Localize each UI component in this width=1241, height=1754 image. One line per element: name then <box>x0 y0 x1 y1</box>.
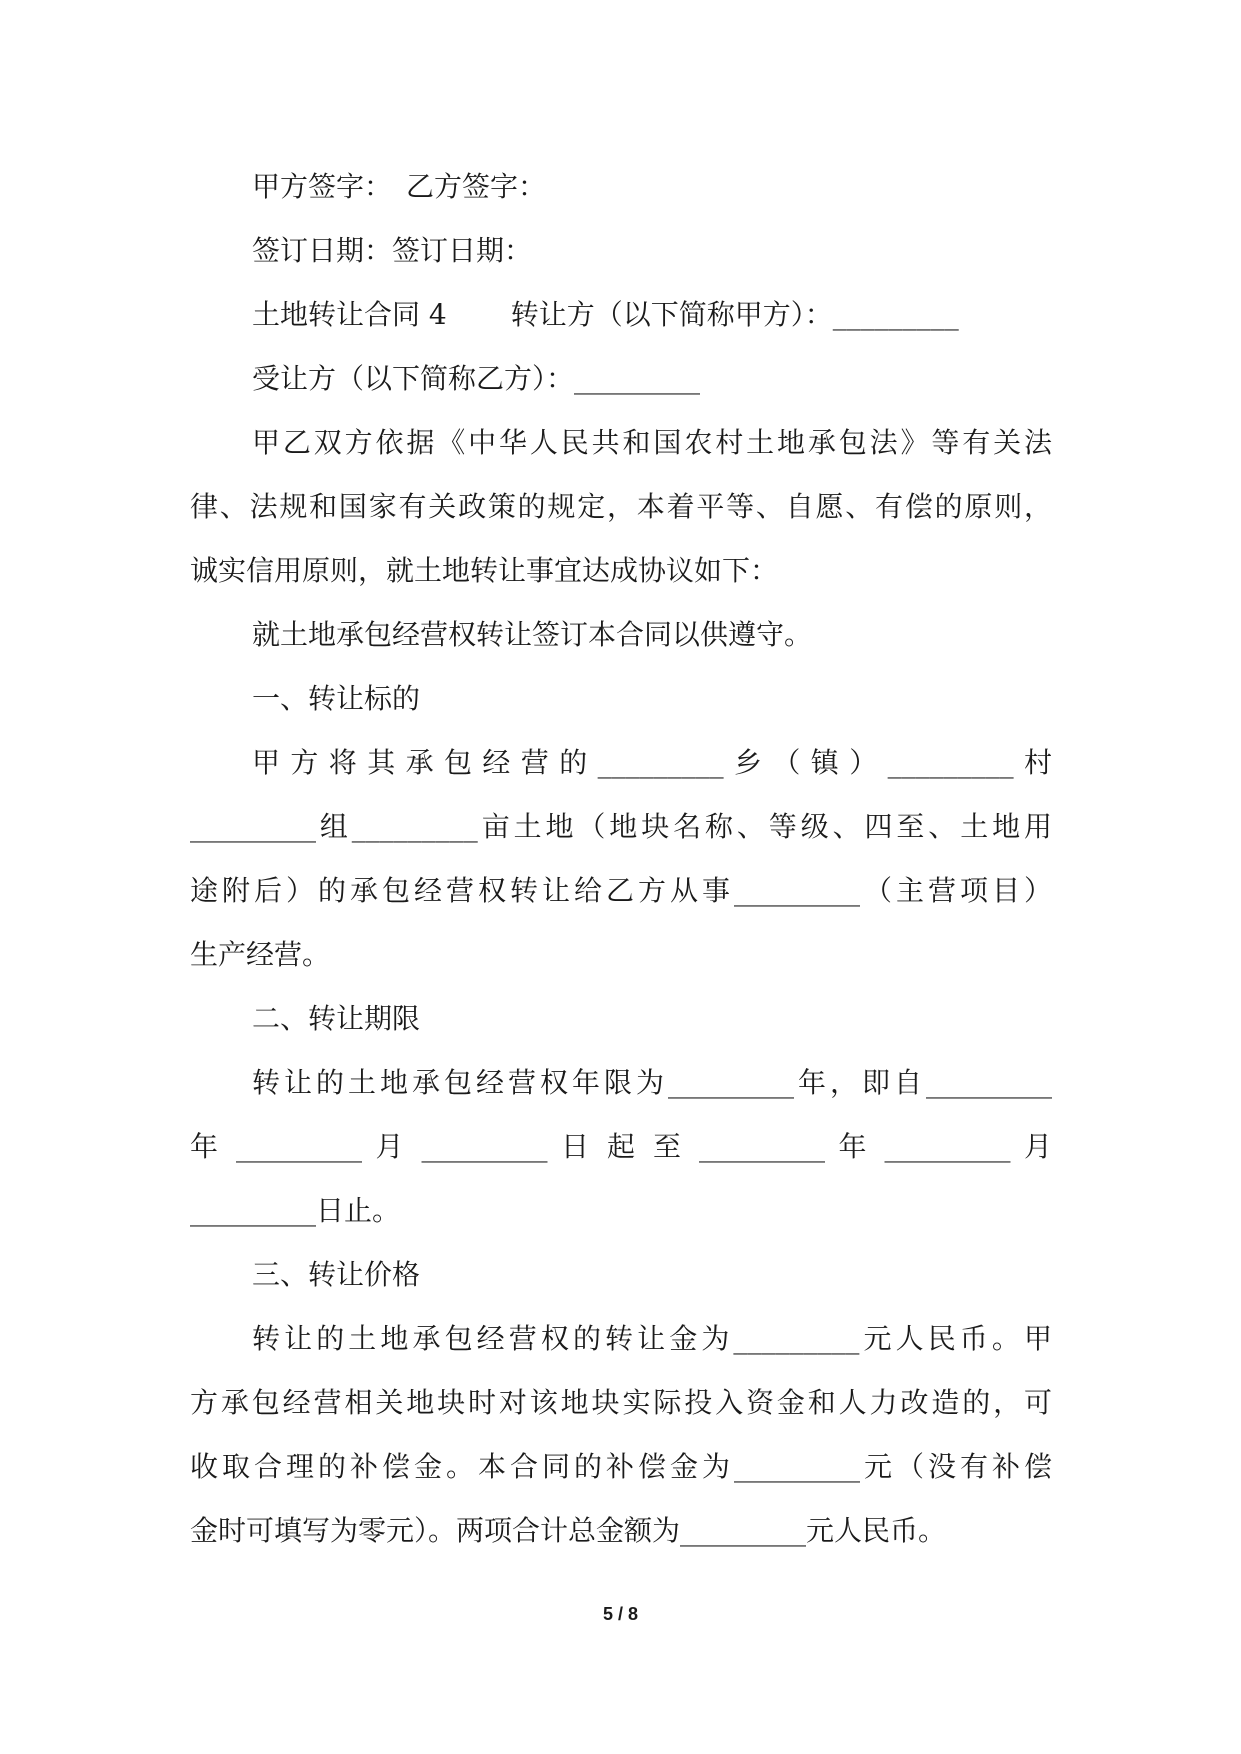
section-1-line-4: 生产经营。 <box>190 938 331 971</box>
transferor-field: 转让方（以下简称甲方）：_________ <box>510 298 959 331</box>
section-heading-3: 三、转让价格 <box>252 1258 421 1291</box>
transferee-field: 受让方（以下简称乙方）：_________ <box>252 362 701 395</box>
section-1-line-2: _________组_________亩土地（地块名称、等级、四至、土地用 <box>190 810 1052 843</box>
section-2-line-2: 年 _________ 月 _________ 日 起 至 _________ 年 _________ 月 <box>190 1130 1052 1163</box>
section-3-line-3: 收取合理的补偿金。本合同的补偿金为_________元（没有补偿 <box>190 1450 1052 1483</box>
section-heading-2: 二、转让期限 <box>252 1002 421 1035</box>
section-1-line-1: 甲方将其承包经营的_________乡（镇）_________村 <box>252 746 1052 779</box>
section-3-line-2: 方承包经营相关地块时对该地块实际投入资金和人力改造的，可 <box>190 1386 1052 1419</box>
preamble-line-1: 甲乙双方依据《中华人民共和国农村土地承包法》等有关法 <box>252 426 1052 459</box>
section-3-line-1: 转让的土地承包经营权的转让金为_________元人民币。甲 <box>252 1322 1052 1355</box>
section-3-line-4: 金时可填写为零元）。两项合计总金额为_________元人民币。 <box>190 1514 947 1547</box>
section-2-line-3: _________日止。 <box>190 1194 401 1227</box>
section-2-line-1: 转让的土地承包经营权年限为_________年，即自_________ <box>252 1066 1052 1099</box>
contract-title: 土地转让合同 4 <box>252 298 447 331</box>
preamble-line-2: 律、法规和国家有关政策的规定，本着平等、自愿、有偿的原则， <box>190 490 1052 523</box>
page-number: 5 / 8 <box>602 1604 639 1624</box>
signing-date-line: 签订日期：签订日期： <box>252 234 533 267</box>
preamble-line-4: 就土地承包经营权转让签订本合同以供遵守。 <box>252 618 813 651</box>
contract-body <box>190 155 1052 1563</box>
preamble-line-3: 诚实信用原则，就土地转让事宜达成协议如下： <box>190 554 779 587</box>
signature-line: 甲方签字： 乙方签字： <box>252 170 547 203</box>
section-heading-1: 一、转让标的 <box>252 682 421 715</box>
contract-title-line <box>190 283 1052 347</box>
section-1-line-3: 途附后）的承包经营权转让给乙方从事_________（主营项目） <box>190 874 1052 907</box>
